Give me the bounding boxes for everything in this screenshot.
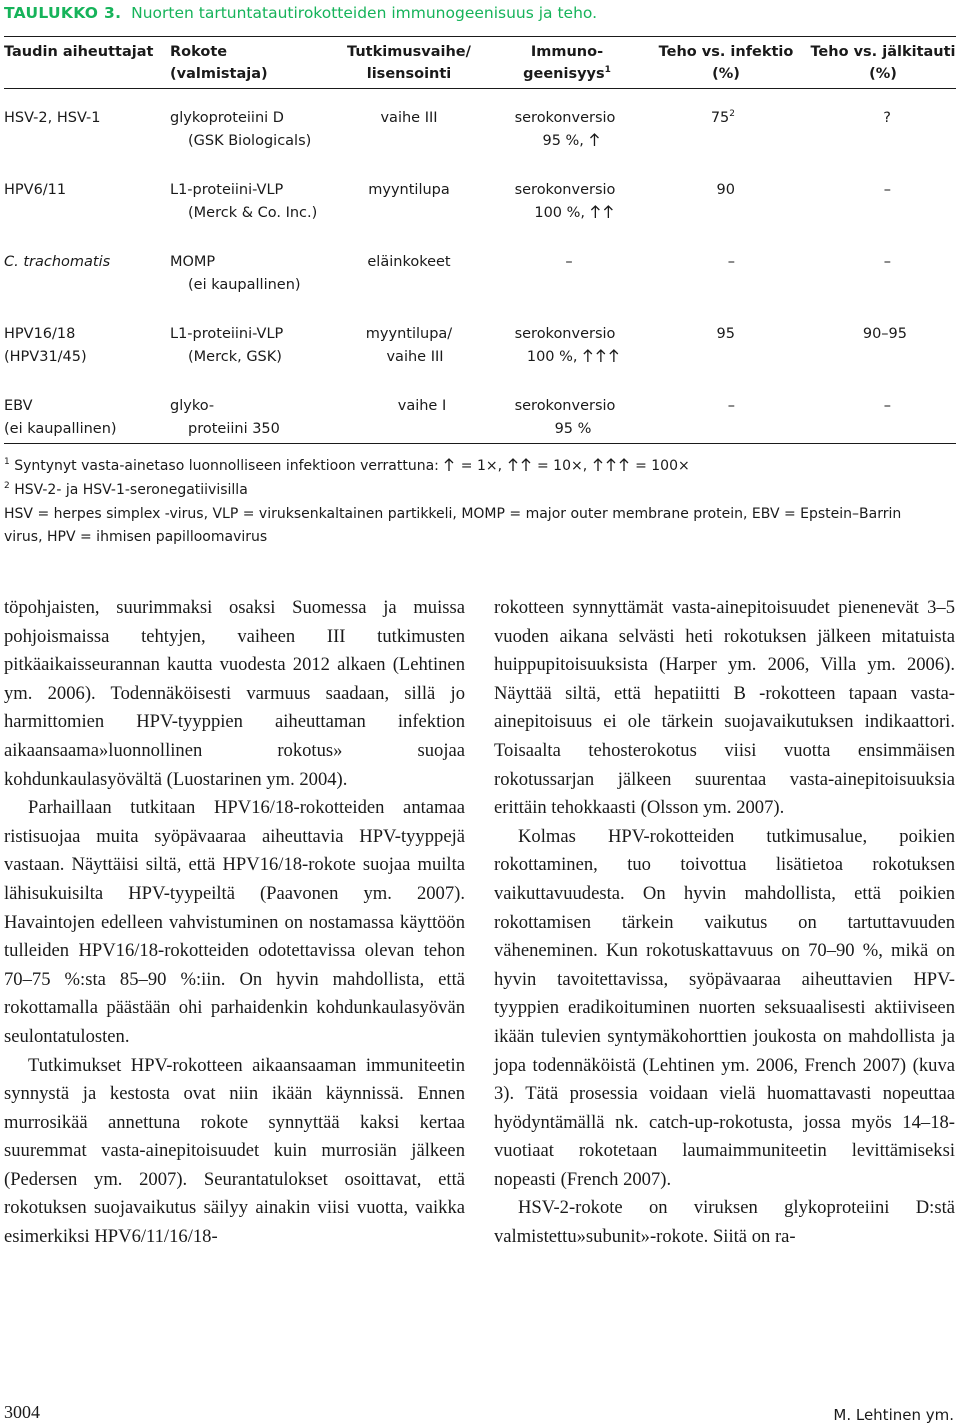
row4-efficacy-infection: 95 [716,326,735,342]
footnote-2: $^2$ HSV-2- ja HSV-1-seronegatiivisilla [4,481,248,498]
header-efficacy-infection: Teho vs. infektio [658,44,794,60]
row1-immuno-value: 95 %, [542,130,601,152]
up-arrow-icon [605,458,617,472]
header-phase-license: lisensointi [366,66,452,82]
row1-maker: (GSK Biologicals) [188,133,312,149]
abbreviations-line-2: virus, HPV = ihmisen papilloomavirus [4,529,268,545]
row1-efficacy-disease: ? [883,110,891,126]
row4-pathogen: HPV16/18 [4,326,76,342]
header-efficacy-disease-unit: (%) [869,66,897,82]
paragraph: töpohjaisten, suurimmaksi osaksi Suomessa ja muissa pohjoismaissa tehtyjen, vaiheen III tutkimusten pitkäaikaisseurannan kautta vuodesta 2012 alkaen (Lehtinen ym. 2006). Todennäköisesti varmuus saadaan, sillä jo harmittomien HPV-tyyppien aiheuttaman infektion aikaansaama»luonnollinen rokotus» suojaa kohdunkaulasyövältä (Luostarinen ym. 2004). [4,597,465,790]
row1-immuno: serokonversio [514,110,616,126]
author-line: M. Lehtinen ym. [833,1406,954,1424]
header-immunogenicity: Immuno- [530,44,604,60]
row2-phase: myyntilupa [368,182,450,198]
table-top-rule [4,36,956,37]
up-arrow-icon [618,458,630,472]
row2-immuno: serokonversio [514,182,616,198]
arrow-group [582,349,621,365]
row4-maker: (Merck, GSK) [188,349,282,365]
row4-phase-2: vaihe III [386,349,444,365]
table-title: Nuorten tartuntatautirokotteiden immunogeenisuus ja teho. [131,4,598,22]
up-arrow-icon [603,205,615,219]
body-column-right [494,594,955,1252]
row3-vaccine: MOMP [170,254,216,270]
row2-efficacy-infection: 90 [716,182,735,198]
table-label: TAULUKKO 3. [4,4,122,22]
row3-maker: (ei kaupallinen) [188,277,301,293]
arrow-group [507,458,533,474]
arrow-group [443,458,456,474]
row3-efficacy-infection: – [727,254,735,270]
header-vaccine-maker: (valmistaja) [170,66,268,82]
paragraph: Kolmas HPV-rokotteiden tutkimusalue, poikien rokottaminen, tuo toivottua lisätietoa rokotuksen vaikuttavuudesta. On hyvin mahdollista, että poikien rokottamisen tärkein vaikutus on tartuttavuuden väheneminen. Kun rokotuskattavuus on 70–90 %, mikä on hyvin tavoitettavissa, syöpävaaraa aiheuttavien HPV-tyyppien eradikoituminen nuorten seksuaalisesti aktiiviseen ikään tulevien syntymäkohorttien joukosta on mahdollista ja jopa todennäköistä (Lehtinen ym. 2006, French 2007) (kuva 3). Tätä prosessia voidaan vielä huomattavasti nopeuttaa hyödyntämällä nk. catch-up-rokotusta, jossa myös 14–18-vuotiaat rokotetaan laumaimmuniteetin levittämiseksi nopeasti (French 2007). [494,825,955,1190]
row2-vaccine: L1-proteiini-VLP [170,182,284,198]
row5-pathogen-2: (ei kaupallinen) [4,421,117,437]
row5-vaccine-2: proteiini 350 [188,421,280,437]
up-arrow-icon [443,458,455,472]
up-arrow-icon [608,349,620,363]
up-arrow-icon [520,458,532,472]
up-arrow-icon [507,458,519,472]
header-efficacy-disease: Teho vs. jälkitauti [810,44,956,60]
page-number: 3004 [4,1402,40,1422]
row5-efficacy-infection: – [727,398,735,414]
paragraph: rokotteen synnyttämät vasta-ainepitoisuudet pienenevät 3–5 vuoden aikana selvästi heti rokotuksen jälkeen mitatuista huippupitoisuuksista (Harper ym. 2006, Villa ym. 2006). Näyttää siltä, että hepatiitti B -rokotteen tapaan vasta-ainepitoisuus ei ole tärkein suojavaikutuksen indikaattori. Toisaalta tehosterokotus viisi vuotta ensimmäisen rokotussarjan jälkeen suurentaa vasta-ainepitoisuuksia erittäin tehokkaasti (Olsson ym. 2007). [494,597,955,819]
row3-immuno: – [565,254,573,270]
abbreviations-line-1: HSV = herpes simplex -virus, VLP = viruksenkaltainen partikkeli, MOMP = major outer membrane protein, EBV = Epstein–Barrin [4,506,902,522]
arrow-group [589,133,602,149]
up-arrow-icon [582,349,594,363]
header-immunogenicity-2: geenisyys$^1$ [523,65,611,82]
row5-vaccine: glyko- [170,398,215,414]
row4-vaccine: L1-proteiini-VLP [170,326,284,342]
row1-pathogen: HSV-2, HSV-1 [4,110,101,126]
row5-phase: vaihe I [397,398,447,414]
row5-immuno: serokonversio [514,398,616,414]
paragraph: Tutkimukset HPV-rokotteen aikaansaaman immuniteetin synnystä ja kestosta ovat niin ikään käynnissä. Ennen murrosikää annettuna rokote synnyttää kaksi kertaa suuremmat vasta-ainepitoisuudet kuin murrosiän jälkeen (Pedersen ym. 2007). Seurantatulokset osoittavat, että rokotuksen suojavaikutus säilyy ainakin viisi vuotta, vaikka esimerkiksi HPV6/11/16/18- [4,1054,465,1248]
header-phase: Tutkimusvaihe/ [347,44,471,60]
up-arrow-icon [592,458,604,472]
row2-efficacy-disease: – [883,182,891,198]
table-caption [4,4,597,22]
table-header-rule [4,88,956,89]
paragraph: HSV-2-rokote on viruksen glykoproteiini D:stä valmistettu»subunit»-rokote. Siitä on ra- [494,1197,955,1248]
header-pathogen: Taudin aiheuttajat [4,44,154,60]
row2-pathogen: HPV6/11 [4,182,67,198]
row5-efficacy-disease: – [883,398,891,414]
row3-pathogen: C. trachomatis [4,254,111,270]
footnote-1: $^1$ Syntynyt vasta-ainetaso luonnolliseen infektioon verrattuna: = 1×, = 10×, = 100× [4,457,690,474]
body-column-left [4,594,465,1252]
header-efficacy-infection-unit: (%) [712,66,740,82]
row1-vaccine: glykoproteiini D [170,110,284,126]
row5-immuno-value: 95 % [554,421,592,437]
arrow-group [590,205,616,221]
row4-pathogen-2: (HPV31/45) [4,349,87,365]
header-vaccine: Rokote [170,44,228,60]
row3-phase: eläinkokeet [367,254,451,270]
row5-pathogen: EBV [4,398,33,414]
arrow-group [592,458,631,474]
up-arrow-icon [589,133,601,147]
row4-efficacy-disease: 90–95 [862,326,907,342]
paragraph: Parhaillaan tutkitaan HPV16/18-rokotteiden antamaa ristisuojaa muita syöpävaaraa aiheuttavia HPV-tyyppejä vastaan. Näyttäisi siltä, että HPV16/18-rokote suojaa muilta lähisukuisilta HPV-tyypeiltä (Paavonen ym. 2007). Havaintojen edelleen vahvistuminen on nostamassa käyttöön tulleiden HPV16/18-rokotteiden odotettavissa olevan tehon 70–75 %:sta 85–90 %:iin. On hyvin mahdollista, että rokottamalla päästään ohi parhaidenkin kohdunkaulasyövän seulontatulosten. [4,797,465,1047]
row4-phase: myyntilupa/ [365,326,453,342]
row3-efficacy-disease: – [883,254,891,270]
row4-immuno-value: 100 %, [527,346,621,368]
row1-efficacy-infection: $75^2$ [710,109,735,126]
up-arrow-icon [595,349,607,363]
table-bottom-rule [4,443,956,444]
row2-immuno-value: 100 %, [534,202,615,224]
row1-phase: vaihe III [380,110,438,126]
row4-immuno: serokonversio [514,326,616,342]
up-arrow-icon [590,205,602,219]
row2-maker: (Merck & Co. Inc.) [188,205,318,221]
